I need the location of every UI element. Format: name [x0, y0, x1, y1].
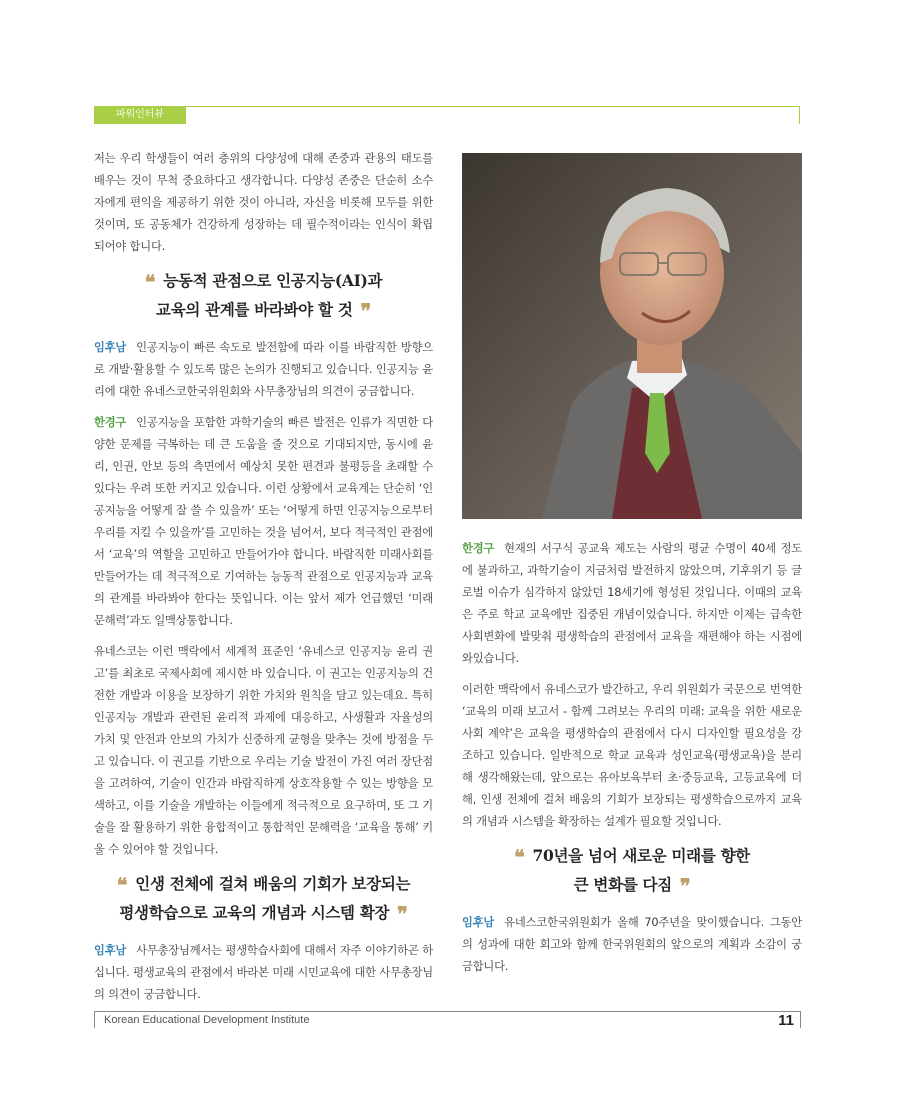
close-quote-icon: ❞: [397, 902, 408, 926]
open-quote-icon: ❝: [144, 270, 156, 294]
question-paragraph: [94, 337, 433, 403]
question-paragraph: [94, 940, 433, 1006]
interviewer-name: 임후남: [462, 916, 495, 929]
close-quote-icon: ❞: [679, 874, 691, 898]
interviewer-name: 임후남: [94, 944, 127, 957]
left-column: [94, 148, 433, 1015]
portrait-photo: [462, 153, 802, 519]
right-column: [462, 538, 802, 987]
section-tab: 파워인터뷰: [94, 106, 186, 124]
question-text: 사무총장님께서는 평생학습사회에 대해서 자주 이야기하곤 하십니다. 평생교육의 관점에서 바라본 미래 시민교육에 대한 사무총장님의 의견이 궁금합니다.: [94, 944, 433, 1001]
question-paragraph: [462, 912, 802, 978]
interviewee-name: 한경구: [462, 542, 495, 555]
heading-line: 큰 변화를 다짐: [573, 875, 672, 894]
section-header: [94, 106, 800, 124]
interviewer-name: 임후남: [94, 341, 127, 354]
intro-paragraph: 저는 우리 학생들이 여러 층위의 다양성에 대해 존중과 관용의 태도를 배우는 것이 무척 중요하다고 생각합니다. 다양성 존중은 단순히 소수자에게 편익을 제공하기 위한 것이 아니라, 자신을 비롯해 모두를 위한 것이며, 또 공동체가 건강하게 성장하는 데 필수적이라는 인식이 확립되어야 합니다.: [94, 152, 433, 253]
header-rule: [186, 106, 800, 107]
body-paragraph: 이러한 맥락에서 유네스코가 발간하고, 우리 위원회가 국문으로 번역한 ‘교육의 미래 보고서 - 함께 그려보는 우리의 미래: 교육을 위한 새로운 사회 계약’은 교육을 평생학습의 관점에서 다시 디자인할 필요성을 강조하고 있습니다. 일반적으로 학교 교육과 성인교육(평생교육)을 분리해 생각해왔는데, 앞으로는 유아보육부터 초·중등교육, 고등교육에 더해, 인생 전체에 걸쳐 배움의 기회가 보장되는 평생학습으로까지 교육의 개념과 시스템을 확장하는 설계가 필요할 것입니다.: [462, 683, 802, 828]
footer-tick: [94, 1011, 95, 1028]
section-heading-lifelong: [94, 870, 433, 928]
answer-paragraph: [462, 538, 802, 670]
open-quote-icon: ❝: [514, 845, 525, 869]
heading-line: 교육의 관계를 바라봐야 할 것: [156, 300, 353, 319]
footer-rule: [94, 1011, 800, 1012]
page-number: 11: [778, 1012, 794, 1029]
answer-text: 인공지능을 포함한 과학기술의 빠른 발전은 인류가 직면한 다양한 문제를 극복하는 데 큰 도움을 줄 것으로 기대되지만, 동시에 윤리, 인권, 안보 등의 측면에서 예상치 못한 편견과 불평등을 초래할 수 있다는 우려 또한 커지고 있습니다. 이런 상황에서 교육계는 단순히 ‘인공지능을 어떻게 잘 쓸 수 있을까’ 또는 ‘어떻게 하면 인공지능으로부터 우리를 지킬 수 있을까’를 고민하는 것을 넘어서, 보다 적극적인 관점에서 ‘교육’의 역할을 고민하고 만들어가야 합니다. 바람직한 미래사회를 만들어가는 데 적극적으로 기여하는 능동적 관점으로 인공지능과 교육의 관계를 바라봐야 한다는 뜻입니다. 이는 앞서 제가 언급했던 ‘미래 문해력’과도 일맥상통합니다.: [94, 416, 433, 627]
portrait-illustration: [462, 153, 802, 519]
footer-tick: [800, 1011, 801, 1028]
answer-text: 현재의 서구식 공교육 제도는 사람의 평균 수명이 40세 정도에 불과하고, 과학기술이 지금처럼 발전하지 않았으며, 기후위기 등 글로벌 이슈가 심각하지 않았던 18세기에 형성된 것입니다. 이때의 교육은 주로 학교 교육에만 집중된 개념이었습니다. 하지만 이제는 급속한 사회변화에 발맞춰 평생학습의 관점에서 교육을 재편해야 하는 시점에 와있습니다.: [462, 542, 802, 665]
body-paragraph: 유네스코는 이런 맥락에서 세계적 표준인 ‘유네스코 인공지능 윤리 권고’를 최초로 국제사회에 제시한 바 있습니다. 이 권고는 인공지능의 건전한 개발과 이용을 보장하기 위한 가치와 원칙을 담고 있는데요. 특히 인공지능 개발과 관련된 윤리적 과제에 대응하고, 사생활과 자율성의 가치 및 안전과 안보의 가치가 신중하게 균형을 맞추는 것에 방점을 두고 있습니다. 이 권고를 기반으로 우리는 기술 발전이 가진 여러 장단점을 고려하여, 기술이 인간과 바람직하게 상호작용할 수 있는 방향을 모색하고, 이를 기술을 개발하는 이들에게 적극적으로 요구하며, 또 그 기술을 잘 활용하기 위한 융합적이고 통합적인 문해력을 ‘교육을 통해’ 키울 수 있어야 할 것입니다.: [94, 645, 433, 856]
heading-line: 인생 전체에 걸쳐 배움의 기회가 보장되는: [135, 874, 411, 893]
heading-line: 70년을 넘어 새로운 미래를 향한: [532, 846, 750, 865]
section-heading-70years: [462, 842, 802, 900]
answer-paragraph: [94, 412, 433, 632]
heading-line: 능동적 관점으로 인공지능(AI)과: [163, 271, 383, 290]
section-heading-ai: [94, 267, 433, 325]
footer-organization: Korean Educational Development Institute: [104, 1014, 310, 1026]
open-quote-icon: ❝: [116, 873, 128, 897]
header-tick: [799, 106, 800, 124]
question-text: 인공지능이 빠른 속도로 발전함에 따라 이를 바람직한 방향으로 개발·활용할 수 있도록 많은 논의가 진행되고 있습니다. 인공지능 윤리에 대한 유네스코한국위원회와 사무총장님의 의견이 궁금합니다.: [94, 341, 433, 398]
heading-line: 평생학습으로 교육의 개념과 시스템 확장: [119, 903, 390, 922]
interviewee-name: 한경구: [94, 416, 127, 429]
close-quote-icon: ❞: [360, 299, 371, 323]
question-text: 유네스코한국위원회가 올해 70주년을 맞이했습니다. 그동안의 성과에 대한 회고와 함께 한국위원회의 앞으로의 계획과 소감이 궁금합니다.: [462, 916, 802, 973]
